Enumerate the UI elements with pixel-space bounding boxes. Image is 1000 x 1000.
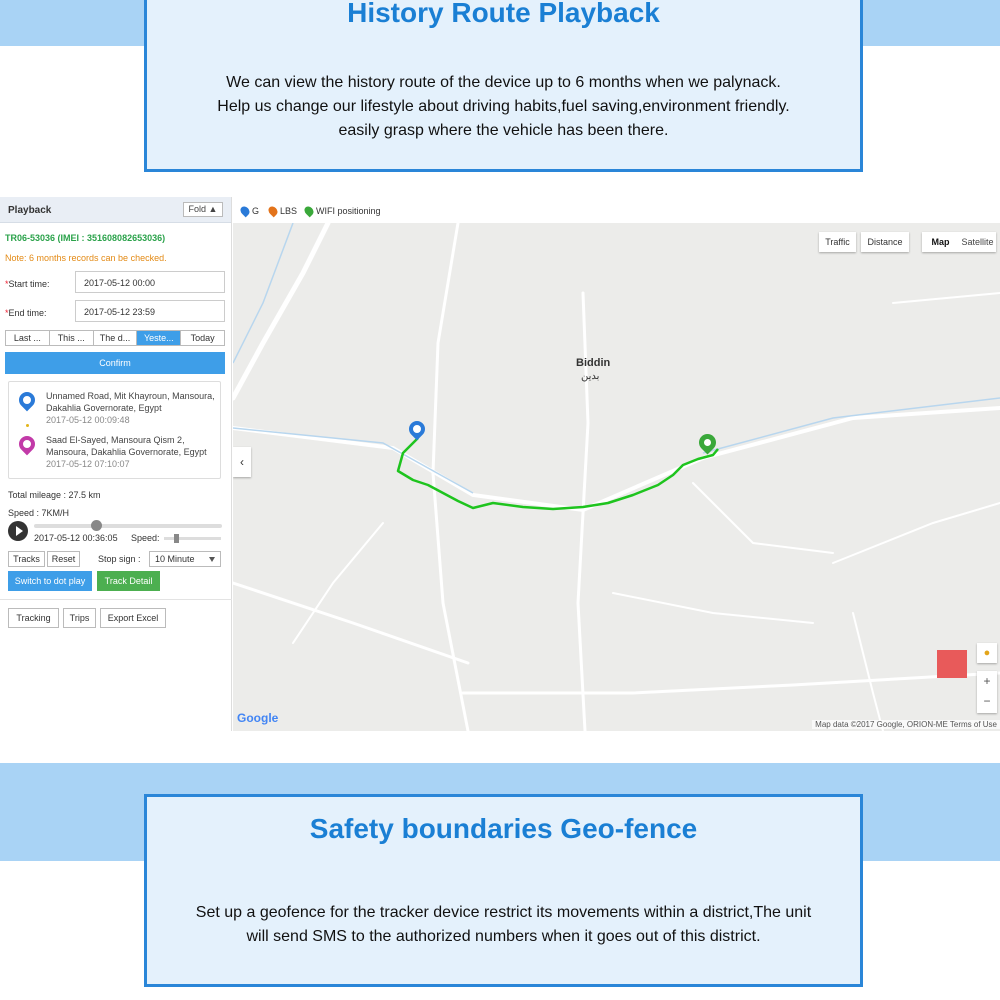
start-time: 2017-05-12 00:09:48 bbox=[46, 415, 130, 425]
range-selector bbox=[5, 330, 225, 346]
dot-icon bbox=[26, 424, 29, 427]
map-type-toggle bbox=[922, 232, 996, 252]
playback-handle[interactable] bbox=[91, 520, 102, 531]
range-tab[interactable]: This ... bbox=[50, 331, 94, 345]
end-time: 2017-05-12 07:10:07 bbox=[46, 459, 130, 469]
legend-wifi bbox=[305, 206, 381, 216]
location-pin-icon bbox=[303, 205, 316, 218]
legend-label: WIFI positioning bbox=[316, 206, 381, 216]
history-description bbox=[147, 71, 860, 143]
chevron-down-icon bbox=[209, 557, 215, 562]
chevron-up-icon: ▲ bbox=[208, 204, 218, 214]
trips-button[interactable]: Trips bbox=[63, 608, 96, 628]
map-view[interactable] bbox=[233, 223, 1000, 731]
end-time-label: *End time: bbox=[5, 308, 47, 318]
history-panel bbox=[144, 0, 863, 172]
town-label-arabic: بدين bbox=[581, 371, 600, 382]
start-time-label: *Start time: bbox=[5, 279, 50, 289]
fold-label: Fold bbox=[188, 204, 207, 214]
geofence-description bbox=[147, 901, 860, 949]
total-mileage: Total mileage : 27.5 km bbox=[8, 490, 101, 500]
range-tab[interactable]: The d... bbox=[94, 331, 138, 345]
map-attribution[interactable]: Map data ©2017 Google, ORION-ME Terms of Use bbox=[812, 720, 1000, 729]
export-excel-button[interactable]: Export Excel bbox=[100, 608, 166, 628]
legend-gps bbox=[241, 206, 259, 216]
confirm-button[interactable]: Confirm bbox=[5, 352, 225, 374]
fold-button[interactable] bbox=[183, 202, 223, 217]
history-line: We can view the history route of the device up to 6 months when we palynack. bbox=[226, 74, 781, 91]
history-title: History Route Playback bbox=[347, 0, 660, 28]
history-line: Help us change our lifestyle about driving habits,fuel saving,environment friendly. bbox=[217, 98, 790, 115]
records-note: Note: 6 months records can be checked. bbox=[5, 253, 167, 263]
start-address-block bbox=[46, 390, 220, 426]
end-address: Saad El-Sayed, Mansoura Qism 2, Mansoura, Dakahlia Governorate, Egypt bbox=[46, 435, 207, 457]
dot-play-button[interactable]: Switch to dot play bbox=[8, 571, 92, 591]
sidebar-title: Playback bbox=[8, 205, 52, 216]
start-time-input[interactable]: 2017-05-12 00:00 bbox=[75, 271, 225, 293]
track-detail-button[interactable]: Track Detail bbox=[97, 571, 160, 591]
stop-sign-select[interactable] bbox=[149, 551, 221, 567]
speed-slider[interactable] bbox=[164, 537, 221, 540]
history-line: easily grasp where the vehicle has been there. bbox=[338, 122, 669, 139]
map-roads bbox=[233, 223, 1000, 731]
google-logo: Google bbox=[237, 711, 279, 725]
device-id: TR06-53036 (IMEI : 351608082653036) bbox=[5, 233, 166, 243]
end-time-input[interactable]: 2017-05-12 23:59 bbox=[75, 300, 225, 322]
map-legend-bar bbox=[233, 197, 1000, 223]
playback-slider[interactable] bbox=[34, 524, 222, 528]
playback-sidebar bbox=[0, 197, 232, 731]
play-icon[interactable] bbox=[8, 521, 28, 541]
playback-time: 2017-05-12 00:36:05 bbox=[34, 533, 118, 543]
geofence-title: Safety boundaries Geo-fence bbox=[309, 813, 698, 844]
sidebar-header bbox=[0, 197, 231, 223]
stop-sign-label: Stop sign : bbox=[98, 554, 141, 564]
zoom-in-icon[interactable]: + bbox=[983, 674, 991, 688]
range-tab[interactable]: Last ... bbox=[6, 331, 50, 345]
geofence-panel bbox=[144, 794, 863, 987]
legend-label: LBS bbox=[280, 206, 298, 216]
current-speed: Speed : 7KM/H bbox=[8, 508, 70, 518]
range-tab[interactable]: Yeste... bbox=[137, 331, 181, 345]
legend-label: G bbox=[252, 206, 260, 216]
divider bbox=[0, 599, 232, 600]
tracking-button[interactable]: Tracking bbox=[8, 608, 59, 628]
zoom-control bbox=[977, 671, 997, 713]
legend-lbs bbox=[269, 206, 297, 216]
map-type-map[interactable]: Map bbox=[931, 237, 950, 247]
location-pin-icon bbox=[267, 205, 280, 218]
end-address-block bbox=[46, 434, 220, 470]
geofence-line: Set up a geofence for the tracker device restrict its movements within a district,The unit bbox=[195, 904, 812, 921]
stop-sign-value: 10 Minute bbox=[155, 554, 195, 564]
collapse-sidebar-icon[interactable]: ‹ bbox=[233, 447, 251, 477]
start-pin-icon bbox=[16, 389, 39, 412]
route-endpoints bbox=[8, 381, 221, 479]
range-tab[interactable]: Today bbox=[181, 331, 224, 345]
distance-button[interactable]: Distance bbox=[861, 232, 909, 252]
location-pin-icon bbox=[239, 205, 252, 218]
traffic-button[interactable]: Traffic bbox=[819, 232, 856, 252]
reset-button[interactable]: Reset bbox=[47, 551, 80, 567]
map-type-satellite[interactable]: Satellite bbox=[961, 237, 994, 247]
geofence-line: will send SMS to the authorized numbers when it goes out of this district. bbox=[246, 928, 761, 945]
end-pin-icon bbox=[16, 433, 39, 456]
start-address: Unnamed Road, Mit Khayroun, Mansoura, Dakahlia Governorate, Egypt bbox=[46, 391, 215, 413]
speed-handle[interactable] bbox=[174, 534, 179, 543]
playback-app bbox=[0, 197, 1000, 731]
street-view-peg-icon[interactable]: ● bbox=[977, 643, 997, 663]
zoom-out-icon[interactable]: − bbox=[983, 694, 991, 708]
tracks-button[interactable]: Tracks bbox=[8, 551, 45, 567]
speed-label: Speed: bbox=[131, 533, 160, 543]
geofence-square-icon bbox=[937, 650, 967, 678]
town-label: Biddin bbox=[576, 357, 611, 369]
